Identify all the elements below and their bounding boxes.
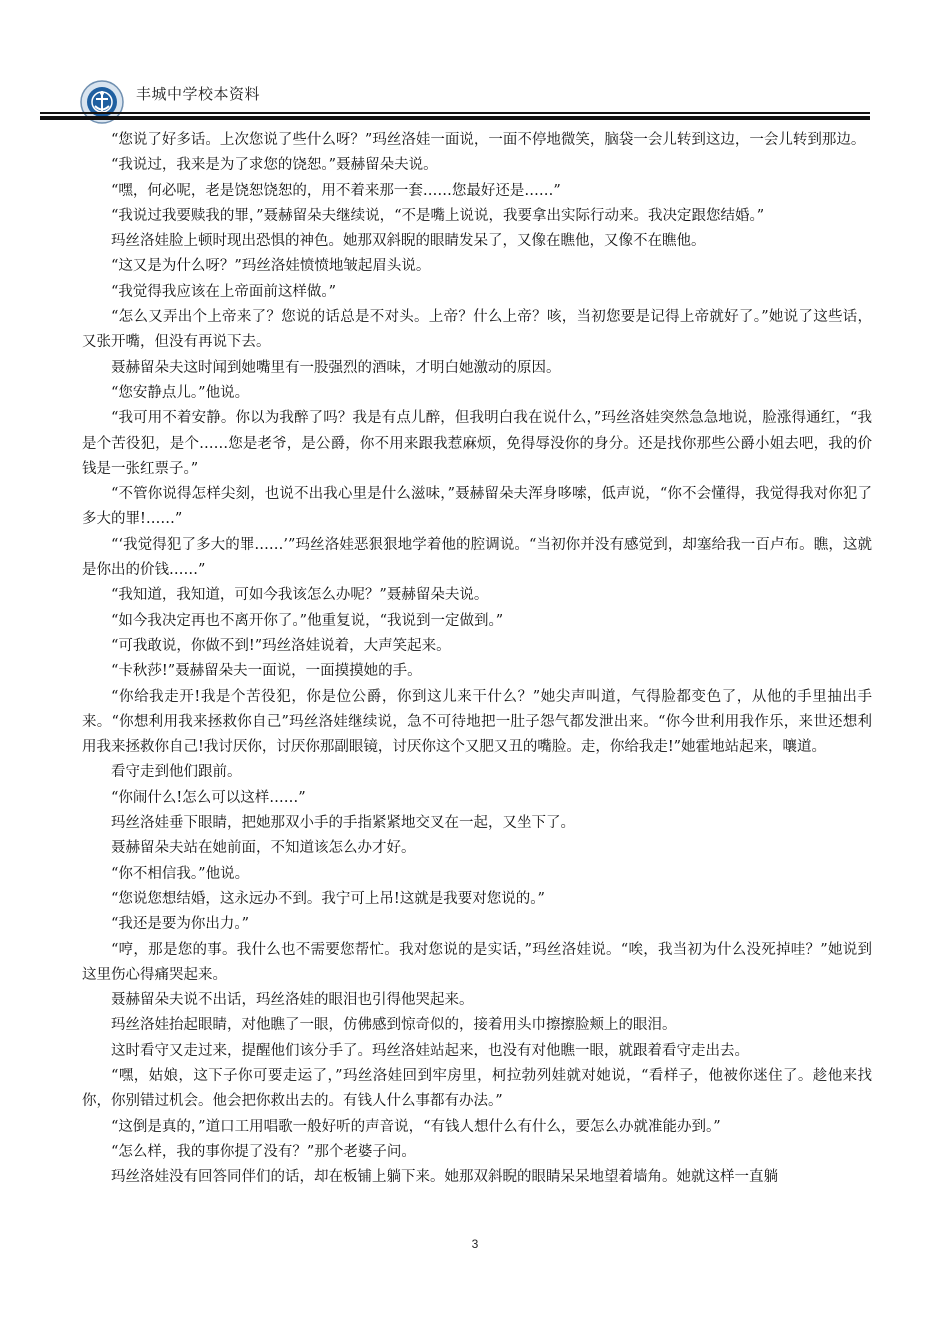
header-divider-thick [40,116,870,120]
paragraph: “怎么样，我的事你提了没有？”那个老婆子问。 [111,1143,416,1160]
page-number: 3 [471,1237,479,1251]
paragraph: “如今我决定再也不离开你了。”他重复说，“我说到一定做到。” [111,612,504,629]
paragraph: “‘我觉得犯了多大的罪……’”玛丝洛娃恶狠狠地学着他的腔调说。“当初你并没有感觉到，却塞给我一百卢布。瞧，这就是你出的价钱……” [82,536,872,579]
paragraph: 玛丝洛娃脸上顿时现出恐惧的神色。她那双斜睨的眼睛发呆了，又像在瞧他，又像不在瞧他。 [111,233,706,250]
header-divider-thin [40,112,870,114]
paragraph: 聂赫留朵夫站在她前面，不知道该怎么办才好。 [111,840,416,857]
paragraph: “我说过我要赎我的罪，”聂赫留朵夫继续说，“不是嘴上说说，我要拿出实际行动来。我决定跟您结婚。” [111,207,765,224]
paragraph: “哼，那是您的事。我什么也不需要您帮忙。我对您说的是实话，”玛丝洛娃说。“唉，我当初为什么没死掉哇？”她说到这里伤心得痛哭起来。 [82,941,872,983]
paragraph: 玛丝洛娃抬起眼睛，对他瞧了一眼，仿佛感到惊奇似的，接着用头巾擦擦脸颊上的眼泪。 [111,1017,677,1034]
paragraph: “我觉得我应该在上帝面前这样做。” [111,283,337,300]
paragraph: “嘿，何必呢，老是饶恕饶恕的，用不着来那一套……您最好还是……” [111,182,561,199]
school-name: 丰城中学校本资料 [136,85,261,103]
paragraph: “我还是要为你出力。” [111,916,250,933]
paragraph: “怎么又弄出个上帝来了？您说的话总是不对头。上帝？什么上帝？咳，当初您要是记得上帝就好了。”她说了这些话，又张开嘴，但没有再说下去。 [82,309,872,351]
paragraph: 这时看守又走过来，提醒他们该分手了。玛丝洛娃站起来，也没有对他瞧一眼，就跟着看守走出去。 [111,1042,749,1059]
paragraph: 玛丝洛娃垂下眼睛，把她那双小手的手指紧紧地交叉在一起，又坐下了。 [111,815,575,832]
paragraph: “嘿，姑娘，这下子你可要走运了，”玛丝洛娃回到牢房里，柯拉勃列娃就对她说，“看样子，他被你迷住了。趁他来找你，你别错过机会。他会把你救出去的。有钱人什么事都有办法。” [82,1067,872,1110]
paragraph: “我知道，我知道，可如今我该怎么办呢？”聂赫留朵夫说。 [111,587,489,604]
paragraph: “可我敢说，你做不到!”玛丝洛娃说着，大声笑起来。 [111,637,451,654]
paragraph: “你给我走开!我是个苦役犯，你是位公爵，你到这儿来干什么？”她尖声叫道，气得脸都变色了，从他的手里抽出手来。“你想利用我来拯救你自己”玛丝洛娃继续说，急不可待地把一肚子怨气都发泄出来。“你今世利用我作乐，来世还想利用我来拯救你自己!我讨厌你，讨厌你那副眼镜，讨厌你这个又肥又丑的嘴脸。走，你给我走!”她霍地站起来，嚷道。 [82,688,872,756]
paragraph: “卡秋莎!”聂赫留朵夫一面说，一面摸摸她的手。 [111,663,422,680]
paragraph: “您说了好多话。上次您说了些什么呀？”玛丝洛娃一面说，一面不停地微笑，脑袋一会儿转到这边，一会儿转到那边。 [111,132,866,148]
paragraph: “您安静点儿。”他说。 [111,384,250,401]
paragraph: 看守走到他们跟前。 [111,764,242,781]
paragraph: 聂赫留朵夫说不出话，玛丝洛娃的眼泪也引得他哭起来。 [111,992,474,1009]
paragraph: “我可用不着安静。你以为我醉了吗？我是有点儿醉，但我明白我在说什么，”玛丝洛娃突然急急地说，脸涨得通红，“我是个苦役犯，是个……您是老爷，是公爵，你不用来跟我惹麻烦，免得辱没你的身分。还是找你那些公爵小姐去吧，我的价钱是一张红票子。” [82,410,872,477]
paragraph: 玛丝洛娃没有回答同伴们的话，却在板铺上躺下来。她那双斜睨的眼睛呆呆地望着墙角。她就这样一直躺 [111,1169,778,1186]
paragraph: “不管你说得怎样尖刻，也说不出我心里是什么滋味，”聂赫留朵夫浑身哆嗦，低声说，“你不会懂得，我觉得我对你犯了多大的罪!……” [82,486,872,528]
paragraph: “你不相信我。”他说。 [111,865,250,882]
paragraph: “我说过，我来是为了求您的饶恕。”聂赫留朵夫说。 [111,157,438,174]
paragraph: “您说您想结婚，这永远办不到。我宁可上吊!这就是我要对您说的。” [111,890,545,907]
paragraph: “这倒是真的，”道口工用唱歌一般好听的声音说，“有钱人想什么有什么，要怎么办就准能办到。” [111,1118,721,1135]
article-body [82,128,872,1190]
paragraph: 聂赫留朵夫这时闻到她嘴里有一股强烈的酒味，才明白她激动的原因。 [111,359,561,376]
paragraph: “你闹什么!怎么可以这样……” [111,789,306,806]
paragraph: “这又是为什么呀？”玛丝洛娃愤愤地皱起眉头说。 [111,258,431,275]
